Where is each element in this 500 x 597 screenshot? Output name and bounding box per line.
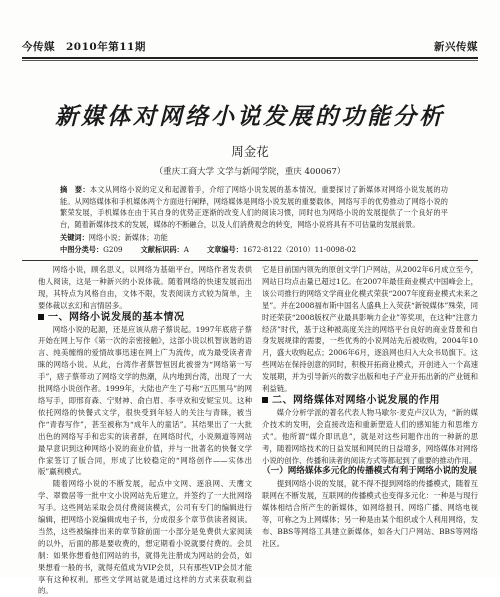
right-column (262, 264, 478, 550)
doc-label: 文献标识码： (140, 245, 184, 254)
header-rule-thin (22, 60, 478, 61)
keywords (60, 232, 448, 243)
article-affiliation: （重庆工商大学 文学与新闻学院，重庆 400067） (154, 167, 346, 177)
paragraph-websites: 随着网络小说的不断发展，起点中文网、逐浪网、天鹰文学、翠微居等一批中文小说网站先后建立，并签约了一大批网络写手。这些网站采取会员付费阅读模式，公司有专门的编辑进行编辑，把网络小说编辑成电子书，分成很多个章节供读者阅读。当然，这些被编排出来的章节除前面一小部分是免费供大家阅读的以外，后面的都是要收费的，想定期看小说就要付费的。会员制：如果你想看他们网站的书，就得先注册成为网站的会员，如果想看一般的书，就得充值成为VIP会员，只有那些VIP会员才能享有这种权利。那些文学网站就是通过这样的方式来获取利益的。 (38, 479, 252, 596)
running-header (22, 38, 478, 54)
abstract-text: 本文从网络小说的定义和起源着手，介绍了网络小说发展的基本情况，重要探讨了新媒体对网络小说发展的功能。从网络媒体和手机媒体两个方面进行阐释，网络媒体是网络小说发展的重要载体，网络写手的优势推动了网络小说的繁荣发展，手机媒体在由于其自身的优势正逐渐的改变人们的阅读习惯，同时也为网络小说的发展提供了一个良好的平台，随着新媒体技术的发展，媒体的不断融合，以及人们消费观念的转变，网络小说将具有不可估量的发展前景。 (60, 185, 448, 229)
subsection-heading-1: （一）网络媒体多元化的传播模式有利于网络小说的发展 (262, 466, 477, 477)
left-column (38, 264, 252, 597)
section-heading-2-text: 二、网络媒体对网络小说发展的作用 (272, 394, 440, 406)
abstract (60, 184, 448, 230)
cls-number (60, 244, 123, 255)
section-heading-1 (38, 312, 252, 324)
paragraph-models: 提到网络小说的发展，就不得不提到网络的传播模式，随着互联网在不断发展，互联网的传播模式也变得多元化：一种是与现行媒体相结合所产生的新媒体，如网络报刊、网络广播、网络电视等，可称之为上网媒体；另一种是由某个组织或个人利用网络，发布、BBS等网络工具建立新媒体，如各大门户网站、BBS等网络社区。 (262, 479, 478, 548)
header-journal-issue: 今传媒 2010年第11期 (22, 40, 146, 53)
section-heading-1-text: 一、网络小说发展的基本情况 (48, 311, 185, 323)
intro-paragraph: 网络小说，顾名思义，以网络为基础平台，网络作者发表供他人阅读，这是一种新兴的小说体裁。随着网络的快速发展而出现，其特点为风格自由，文体不限，发表阅读方式较为简单，主要体裁以玄幻和言情居多。 (38, 265, 252, 310)
article-author: 周金花 (231, 144, 269, 159)
article-id (207, 244, 356, 255)
header-section-name: 新兴传媒 (434, 40, 478, 53)
section-marker-icon (38, 314, 44, 320)
section-marker-icon (262, 397, 268, 403)
doc-code (141, 244, 189, 255)
abstract-label: 摘 要： (60, 185, 90, 194)
body-rule (22, 260, 478, 261)
classification-line (60, 244, 460, 255)
keywords-text: 网络小说；新媒体；功能 (88, 233, 168, 242)
paragraph-qidian: 它是目前国内领先的原创文学门户网站，从2002年6月成立至今，网站日均点击量已超过1亿。在2007年最佳商业模式中国峰会上，该公司推行的网络文学商业化模式荣获“2007年度商业模式未来之星”。并在2008福布斯中国名人盛典上入荧获“新锐媒体”殊荣，同时还荣获“2008版权产业最具影响力企业”等奖项，在这种“注意力经济”时代，基于这种被高度关注的网络平台良好的商业背景和自身发展规律的需要，一些优秀的小说网站先后被收购，2004年10月，盛大收购起点；2006年6月，逐浪网也归入大众书局旗下。这些网站在保持创意的同时，积极开拓商业模式，开创进入一个高速发展期，并为引导新兴的数字出版和电子产业开拓出新的产业链和利益链。 (262, 265, 478, 394)
id-label: 文章编号： (206, 245, 243, 254)
keywords-label: 关键词： (60, 233, 89, 242)
section-heading-2 (262, 395, 478, 407)
doc-value: A (183, 245, 189, 254)
cls-label: 中图分类号： (60, 245, 104, 254)
article-title: 新媒体对网络小说发展的功能分析 (55, 103, 445, 130)
cls-value: G209 (103, 245, 123, 254)
paragraph-mcluhan: 媒介分析学派的著名代表人物马歇尔·麦克卢汉认为，“新的媒介技术的发明，会直接改造和重新塑造人们的感知能力和思维方式”。他所谓“媒介即讯息”，就是对这些问题作出的一种新的思考，随着网络技术的日益发展和网民的日益增多，网络媒体对网络小说的创作、传播和读者的阅读方式等都起到了重要的推动作用。 (262, 407, 478, 465)
header-rule (22, 57, 478, 59)
id-value: 1672-8122（2010）11-0098-02 (242, 245, 357, 254)
paragraph-origin: 网络小说的起源，还是应该从痞子蔡说起。1997年底痞子蔡开始在网上写作《第一次的亲密接触》，这部小说以机智诙谐的语言、纯美缠绵的爱情故事迅速在网上广为流传，成为最受读者青睐的网络小说。从此，台湾作者蔡智恒因此被誉为“网络第一写手”，痞子蔡带动了网络文学的热潮，从内地到台湾，出现了一大批网络小说创作者。1999年，大陆也产生了号称“五匹黑马”的网络写手，即邢育森、宁财神、俞白眉、李寻欢和安妮宝贝。这种依托网络的快餐式文学，很快受到年轻人的关注与青睐，被当作“青春写作”，甚至被称为“成年人的童话”。其结果出了一大批出色的网络写手和忠实的读者群，在网络时代，小说频道等网站最早意识到这种网络小说的商业价值，并与一批著名的快餐文学作家签订了版合同，形成了比较稳定的“网络创作——实体出版”赢利模式。 (38, 324, 252, 477)
